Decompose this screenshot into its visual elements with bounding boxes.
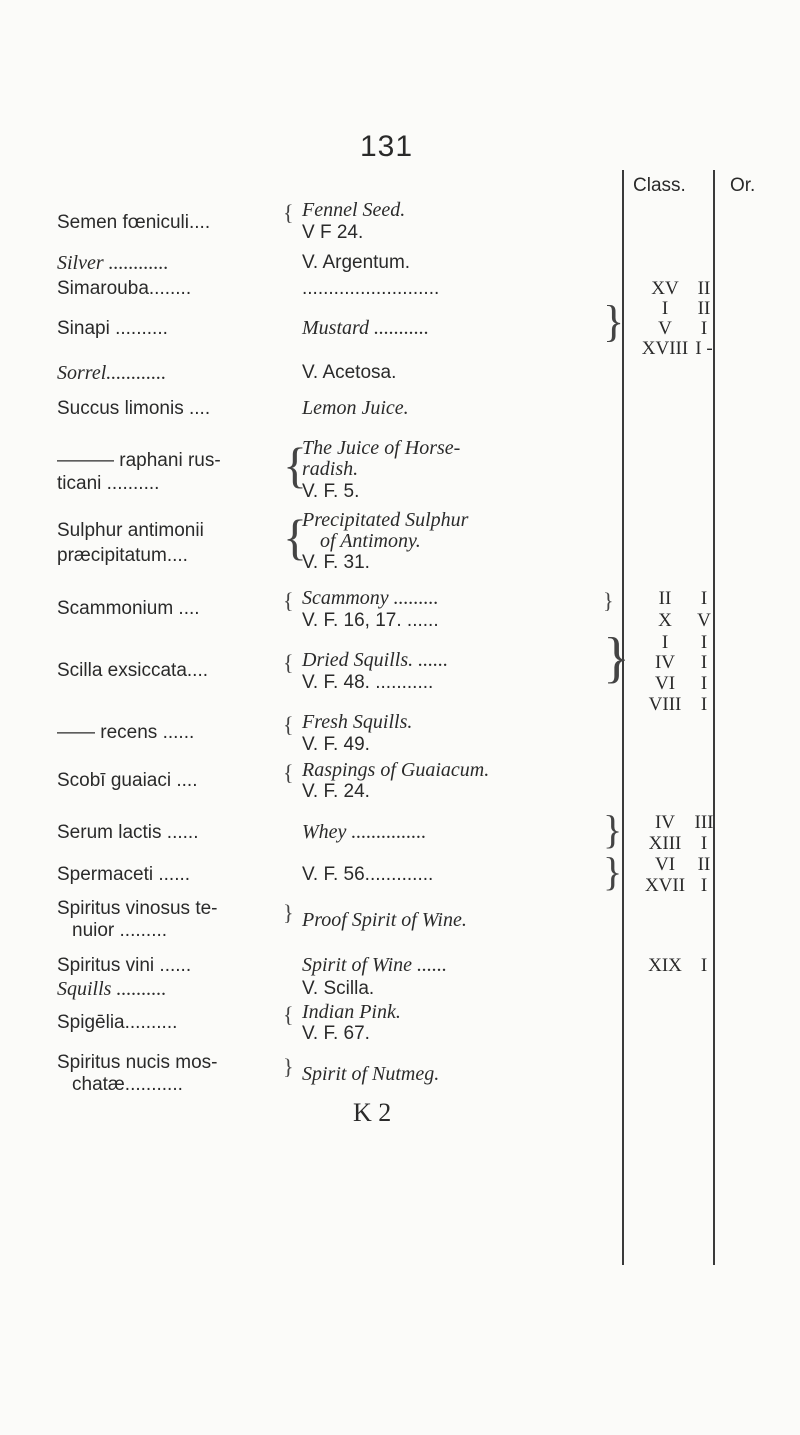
- latin-name: —— recens ......: [57, 722, 195, 743]
- order-number: I: [700, 632, 708, 653]
- brace: }: [283, 1054, 294, 1079]
- class-number: I: [661, 298, 669, 319]
- class-number: V: [658, 318, 672, 339]
- latin-name: Semen fœniculi....: [57, 212, 211, 233]
- class-number: II: [658, 588, 672, 609]
- latin-name-cont: nuior .........: [72, 920, 168, 941]
- latin-name: Scilla exsiccata....: [57, 660, 208, 681]
- latin-name: Scammonium ....: [57, 598, 200, 619]
- order-number: III: [694, 812, 714, 833]
- latin-name: Sorrel............: [57, 362, 167, 384]
- order-number: I: [700, 833, 708, 854]
- latin-name: ——— raphani rus-: [57, 450, 221, 471]
- brace: }: [603, 297, 625, 346]
- class-number: VI: [654, 673, 676, 694]
- cross-reference: V. Acetosa.: [302, 362, 397, 383]
- order-number: I: [700, 588, 708, 609]
- brace: }: [603, 807, 623, 852]
- brace: }: [603, 588, 614, 613]
- latin-name: Simarouba........: [57, 278, 192, 299]
- order-number: I: [700, 673, 708, 694]
- cross-reference: V. F. 67.: [302, 1023, 370, 1044]
- class-number: IV: [654, 812, 676, 833]
- order-header: Or.: [730, 175, 756, 196]
- order-number: II: [697, 854, 711, 875]
- brace: {: [283, 509, 307, 565]
- english-name: Spirit of Wine ......: [302, 954, 447, 976]
- cross-reference: V. F. 31.: [302, 552, 370, 573]
- latin-name-cont: ticani ..........: [57, 473, 160, 494]
- latin-name: Succus limonis ....: [57, 398, 211, 419]
- cross-reference: V. F. 49.: [302, 734, 370, 755]
- class-number: X: [658, 610, 672, 631]
- cross-reference: V. Argentum.: [302, 252, 411, 273]
- english-name: Fennel Seed.: [302, 199, 406, 221]
- brace: {: [283, 1002, 294, 1027]
- cross-reference: V. F. 16, 17. ......: [302, 610, 439, 631]
- class-number: I: [661, 632, 669, 653]
- brace: {: [283, 200, 294, 225]
- brace: }: [283, 900, 294, 925]
- order-number: I: [700, 318, 708, 339]
- page-number: 131: [360, 130, 414, 163]
- latin-name: Silver ............: [57, 252, 169, 274]
- brace: {: [283, 588, 294, 613]
- english-name-cont: radish.: [302, 458, 359, 480]
- english-name: Indian Pink.: [302, 1001, 401, 1023]
- latin-name-cont: præcipitatum....: [57, 545, 188, 566]
- cross-reference: V. F. 5.: [302, 481, 360, 502]
- latin-name: Spigēlia..........: [57, 1012, 178, 1033]
- latin-name: Spiritus vini ......: [57, 955, 192, 976]
- order-number: I: [700, 694, 708, 715]
- english-name: Lemon Juice.: [302, 397, 409, 419]
- english-name: Spirit of Nutmeg.: [302, 1063, 440, 1085]
- latin-name: Spiritus nucis mos-: [57, 1052, 218, 1073]
- order-number: I: [700, 875, 708, 896]
- brace: {: [283, 437, 307, 493]
- latin-name: Scobī guaiaci ....: [57, 770, 198, 791]
- order-number: II: [697, 298, 711, 319]
- order-number: I: [700, 652, 708, 673]
- order-number: V: [697, 610, 711, 631]
- class-number: XV: [651, 278, 679, 299]
- cross-reference: V. Scilla.: [302, 978, 375, 999]
- english-name: Precipitated Sulphur: [302, 509, 469, 531]
- english-name: The Juice of Horse-: [302, 437, 461, 459]
- english-name: Fresh Squills.: [302, 711, 413, 733]
- order-number: I -: [695, 338, 713, 359]
- class-number: XIX: [648, 955, 682, 976]
- class-number: XIII: [648, 833, 682, 854]
- latin-name: Sinapi ..........: [57, 318, 168, 339]
- english-name-cont: of Antimony.: [320, 530, 421, 552]
- brace: {: [283, 712, 294, 737]
- english-name: Mustard ...........: [302, 317, 430, 339]
- latin-name-cont: chatæ...........: [72, 1074, 183, 1095]
- class-header: Class.: [633, 175, 686, 196]
- brace: }: [603, 849, 623, 894]
- english-name: Scammony .........: [302, 587, 439, 609]
- cross-reference: V. F. 56.............: [302, 864, 434, 885]
- english-name: Proof Spirit of Wine.: [302, 909, 467, 931]
- latin-name: Sulphur antimonii: [57, 520, 204, 541]
- class-number: IV: [654, 652, 676, 673]
- latin-name: Spiritus vinosus te-: [57, 898, 218, 919]
- latin-name: Spermaceti ......: [57, 864, 191, 885]
- brace: {: [283, 650, 294, 675]
- brace: }: [603, 627, 630, 689]
- order-number: II: [697, 278, 711, 299]
- class-number: VI: [654, 854, 676, 875]
- order-number: I: [700, 955, 708, 976]
- english-name: Dried Squills. ......: [302, 649, 449, 671]
- english-name: Whey ...............: [302, 821, 427, 843]
- class-number: VIII: [648, 694, 682, 715]
- brace: {: [283, 760, 294, 785]
- leader-dots: ..........................: [302, 278, 440, 299]
- cross-reference: V. F. 24.: [302, 781, 370, 802]
- class-number: XVIII: [641, 338, 689, 359]
- signature-mark: K 2: [353, 1098, 392, 1127]
- cross-reference: V F 24.: [302, 222, 364, 243]
- english-name: Raspings of Guaiacum.: [302, 759, 490, 781]
- cross-reference: V. F. 48. ...........: [302, 672, 434, 693]
- class-number: XVII: [644, 875, 686, 896]
- latin-name: Serum lactis ......: [57, 822, 199, 843]
- latin-name: Squills ..........: [57, 978, 167, 1000]
